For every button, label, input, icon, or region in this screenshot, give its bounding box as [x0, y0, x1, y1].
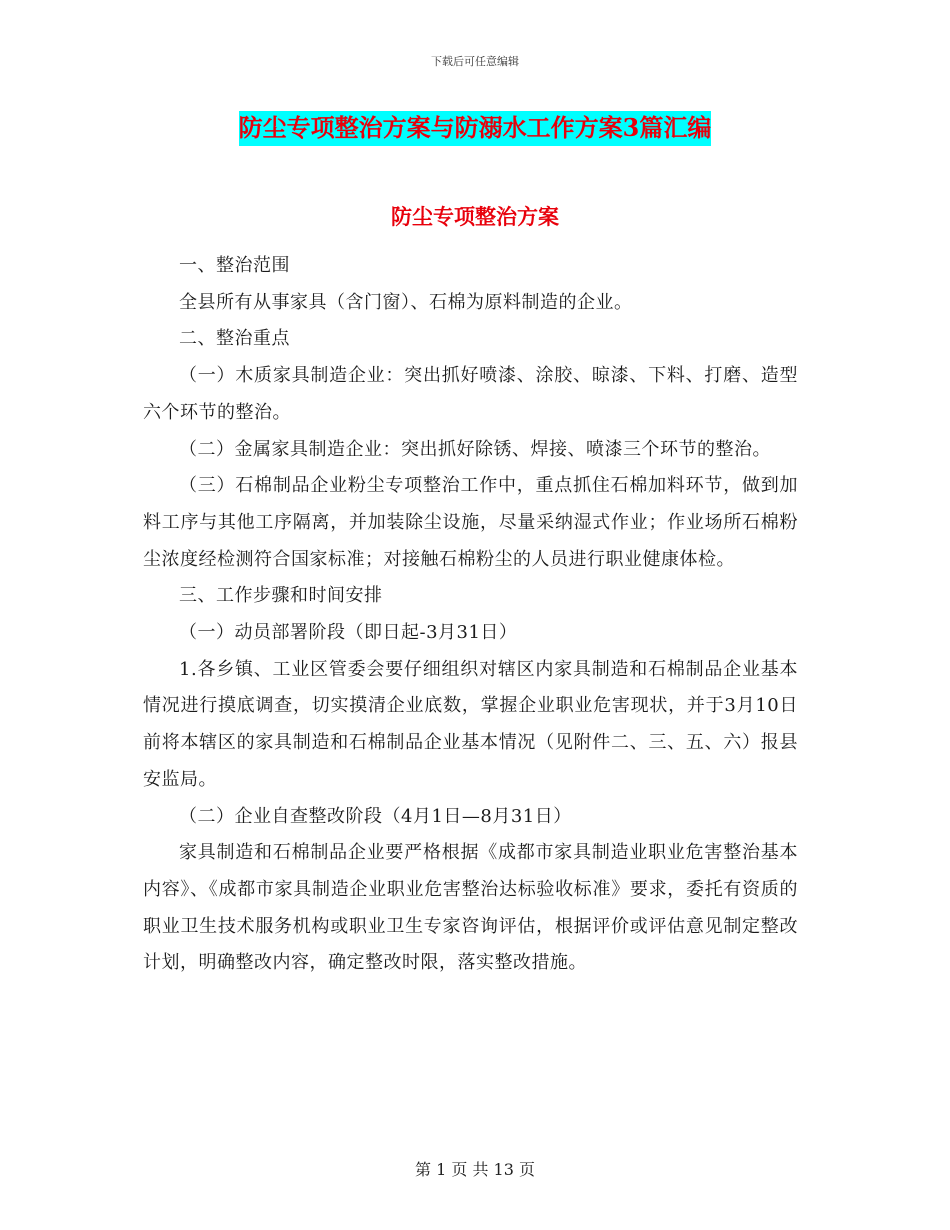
paragraph-asbestos: （三）石棉制品企业粉尘专项整治工作中，重点抓住石棉加料环节，做到加料工序与其他工序隔离，并加装除尘设施，尽量采纳湿式作业；作业场所石棉粉尘浓度经检测符合国家标准；对接触石棉粉尘的人员进行职业健康体检。 [143, 475, 798, 570]
paragraph-mobilization-stage: （一）动员部署阶段（即日起-3月31日） [179, 622, 518, 644]
paragraph-self-check-content: 家具制造和石棉制品企业要严格根据《成都市家具制造业职业危害整治基本内容》、《成都市家具制造企业职业危害整治达标验收标准》要求，委托有资质的职业卫生技术服务机构或职业卫生专家咨询评估，根据评价或评估意见制定整改计划，明确整改内容，确定整改时限，落实整改措施。 [143, 842, 798, 974]
main-title [0, 110, 950, 146]
header-note: 下载后可任意编辑 [431, 55, 519, 68]
body-text [143, 248, 798, 982]
paragraph-metal-furniture: （二）金属家具制造企业：突出抓好除锈、焊接、喷漆三个环节的整治。 [179, 438, 771, 460]
section-title: 防尘专项整治方案 [391, 204, 559, 229]
paragraph-steps-heading: 三、工作步骤和时间安排 [179, 585, 383, 607]
paragraph-scope-heading: 一、整治范围 [179, 255, 290, 276]
page-footer: 第 1 页 共 13 页 [415, 1160, 535, 1179]
main-title-text: 防尘专项整治方案与防溺水工作方案3篇汇编 [239, 111, 712, 146]
paragraph-focus-heading: 二、整治重点 [179, 328, 290, 350]
paragraph-wood-furniture: （一）木质家具制造企业：突出抓好喷漆、涂胶、晾漆、下料、打磨、造型六个环节的整治。 [143, 365, 798, 423]
paragraph-mobilization-item-1: 1.各乡镇、工业区管委会要仔细组织对辖区内家具制造和石棉制品企业基本情况进行摸底调查，切实摸清企业底数，掌握企业职业危害现状，并于3月10日前将本辖区的家具制造和石棉制品企业基本情况（见附件二、三、五、六）报县安监局。 [143, 658, 798, 790]
paragraph-self-check-stage: （二）企业自查整改阶段（4月1日—8月31日） [179, 805, 572, 827]
paragraph-scope-content: 全县所有从事家具（含门窗）、石棉为原料制造的企业。 [179, 291, 633, 313]
